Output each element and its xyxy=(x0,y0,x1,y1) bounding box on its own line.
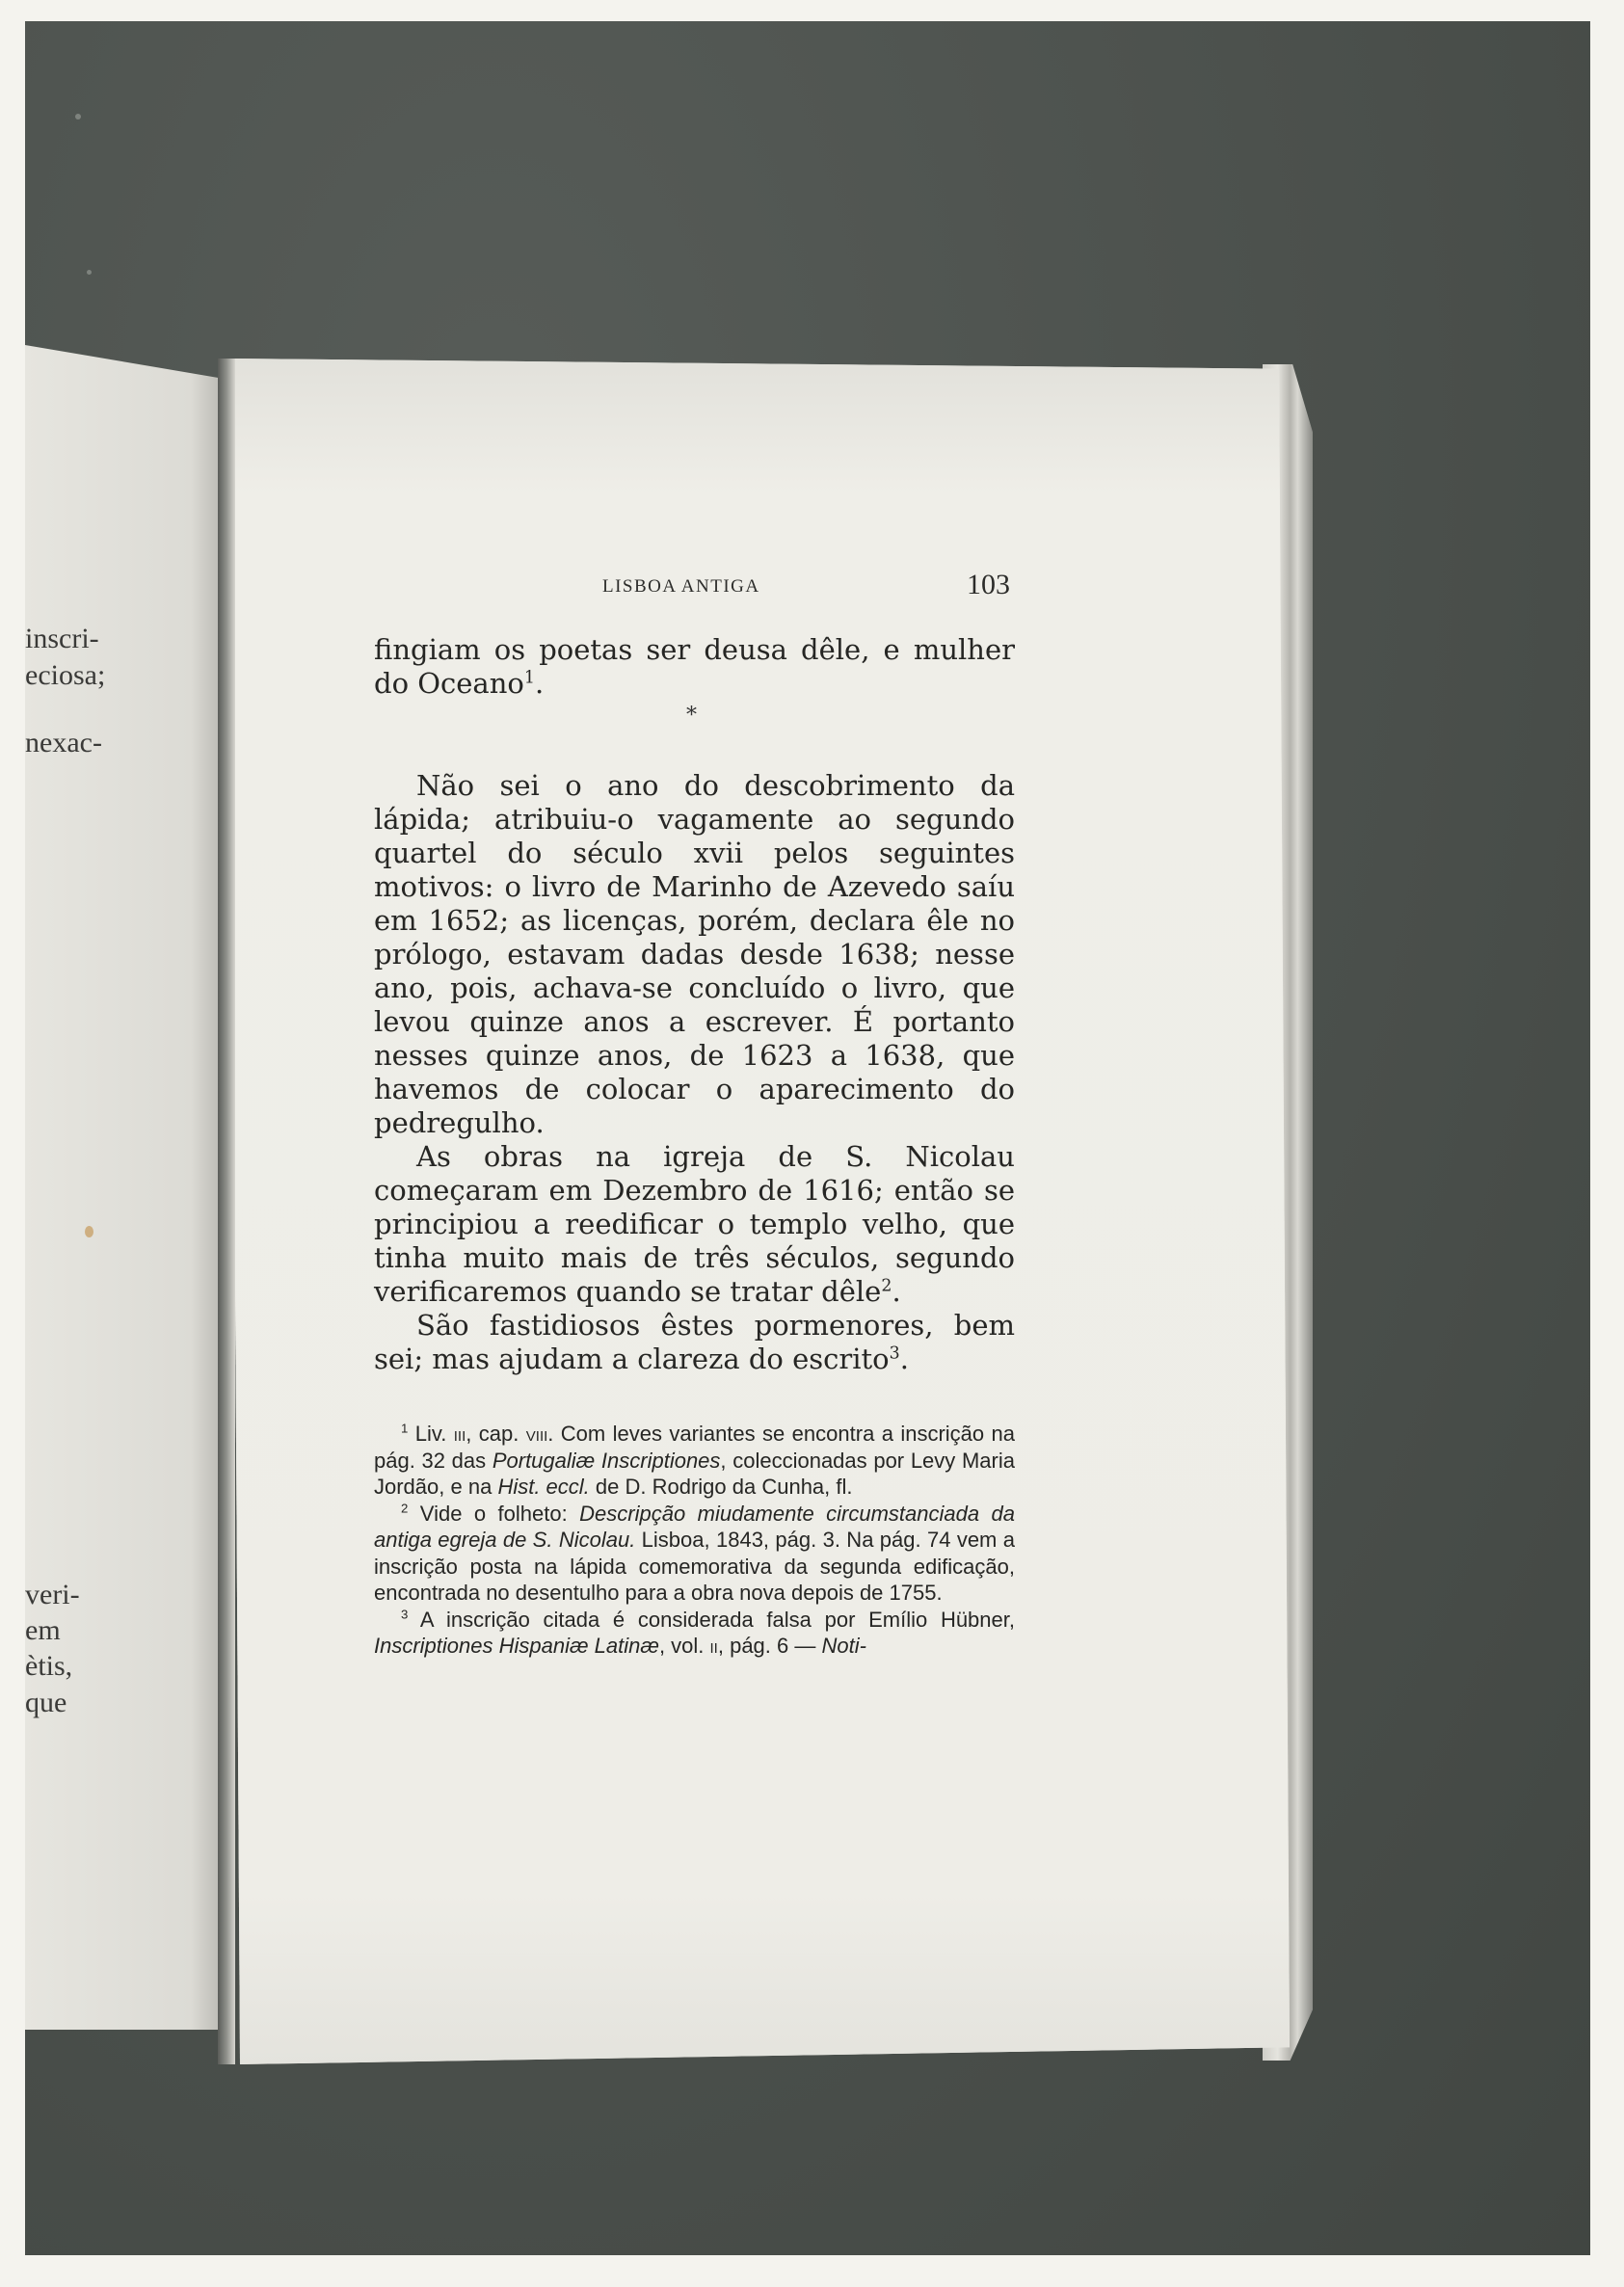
footnote-text: Vide o folheto: xyxy=(419,1501,580,1526)
footnote-ref: 3 xyxy=(889,1343,900,1364)
footnote-text: ii xyxy=(709,1634,718,1658)
punctuation: . xyxy=(534,667,545,700)
paragraph-text: Não sei o ano do descobrimento da lápida; atribuiu-o vagamente ao segundo quartel do século xvii pelos seguintes motivos: o livro de Marinho de Azevedo saíu em 1652; as licenças, porém, declara êle no prólogo, estavam dadas desde 1638; nesse ano, pois, achava-se concluído o livro, que levou quinze anos a escrever. É portanto nesses quinze anos, de 1623 a 1638, que havemos de colocar o aparecimento do pedregulho. xyxy=(374,769,1015,1139)
section-separator: * xyxy=(686,704,697,728)
footnote-text: iii xyxy=(453,1422,466,1446)
footnote-mark: 2 xyxy=(401,1501,409,1516)
left-page-fragment: em xyxy=(25,1614,61,1646)
paragraph-text: São fastidiosos êstes pormenores, bem sei; mas ajudam a clareza do escrito xyxy=(374,1309,1015,1375)
footnote-title: Noti- xyxy=(821,1634,866,1658)
stain-spot xyxy=(85,1226,93,1237)
left-page-fragment: que xyxy=(25,1687,67,1718)
paragraph-continuation xyxy=(374,633,1015,701)
footnote-2 xyxy=(374,1501,1015,1607)
book-spine xyxy=(218,359,235,2064)
left-page-fragment: ètis, xyxy=(25,1650,73,1682)
footnote-text: , vol. xyxy=(658,1634,710,1658)
paragraph xyxy=(374,1140,1015,1309)
punctuation: . xyxy=(892,1275,901,1308)
paragraph-text: fingiam os poetas ser deusa dêle, e mulher do Oceano xyxy=(374,633,1015,700)
footnote-text: , cap. xyxy=(466,1422,526,1446)
left-page-fragment: nexac- xyxy=(25,727,102,758)
page-number: 103 xyxy=(967,569,1010,600)
footnote-text: A inscrição citada é considerada falsa por Emílio Hübner, xyxy=(419,1607,1015,1632)
left-page xyxy=(25,345,232,2030)
footnote-title: Inscriptiones Hispaniæ Latinæ xyxy=(374,1634,659,1658)
footnote-title: Hist. eccl. xyxy=(497,1475,590,1499)
paragraph-text: As obras na igreja de S. Nicolau começaram em Dezembro de 1616; então se principiou a reedificar o templo velho, que tinha muito mais de três séculos, segundo verificaremos quando se tratar dêle xyxy=(374,1140,1015,1308)
left-page-fragment: eciosa; xyxy=(25,659,106,691)
footnote-1 xyxy=(374,1421,1015,1501)
footnote-text: de D. Rodrigo da Cunha, fl. xyxy=(589,1475,853,1499)
left-page-fragment: inscri- xyxy=(25,623,99,654)
footnotes xyxy=(374,1421,1015,1660)
running-head: LISBOA ANTIGA xyxy=(602,576,760,597)
dust-spot xyxy=(75,114,81,120)
footnote-text: , coleccionadas por Levy Maria Jordão, e na xyxy=(374,1448,1015,1499)
punctuation: . xyxy=(899,1343,909,1375)
paragraph xyxy=(374,1309,1015,1376)
footnote-text: , pág. 6 — xyxy=(717,1634,822,1658)
footnote-text: viii xyxy=(525,1422,548,1446)
footnote-3 xyxy=(374,1607,1015,1660)
footnote-mark: 3 xyxy=(401,1607,409,1622)
footnote-title: Portugaliæ Inscriptiones xyxy=(492,1448,721,1473)
footnote-title: Descripção miudamente circumstanciada da antiga egreja de S. Nicolau. xyxy=(374,1501,1016,1552)
footnote-ref: 1 xyxy=(523,668,535,688)
paragraph xyxy=(374,769,1015,1140)
main-text xyxy=(374,769,1015,1376)
left-page-fragment: veri- xyxy=(25,1579,80,1610)
footnote-mark: 1 xyxy=(401,1421,409,1436)
footnote-ref: 2 xyxy=(881,1276,892,1296)
dust-spot xyxy=(87,270,92,275)
footnote-text: . Com leves variantes se encontra a inscrição na pág. 32 das xyxy=(374,1422,1016,1473)
footnote-text: Liv. xyxy=(414,1422,454,1446)
footnote-text: Lisboa, 1843, pág. 3. Na pág. 74 vem a inscrição posta na lápida comemorativa da segunda edificação, encontrada no desentulho para a obra nova depois de 1755. xyxy=(374,1528,1015,1605)
